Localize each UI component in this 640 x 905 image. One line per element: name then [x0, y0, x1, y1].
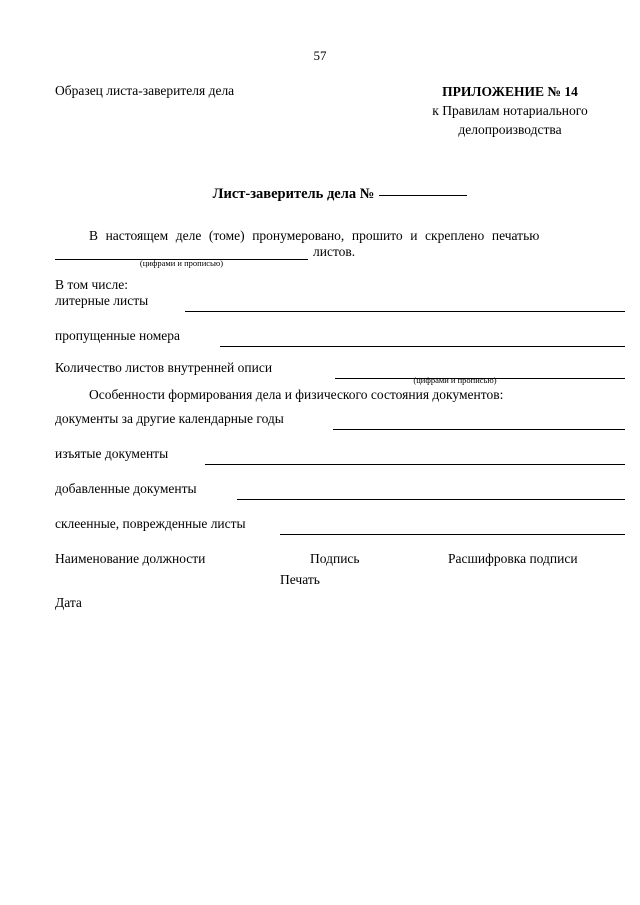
- field-skipped-numbers-label: пропущенные номера: [55, 328, 180, 343]
- field-internal-inventory-label: Количество листов внутренней описи: [55, 360, 273, 375]
- field-glued-damaged-sheets-label: склеенные, поврежденные листы: [55, 516, 246, 531]
- document-subject: Образец листа-заверителя дела: [55, 83, 235, 98]
- field-added-documents-label: добавленные документы: [55, 481, 197, 496]
- field-skipped-numbers-blank[interactable]: [220, 346, 625, 347]
- appendix-line-recordkeeping: делопроизводства: [458, 122, 562, 137]
- signature-block: [55, 551, 625, 611]
- sheets-word: листов.: [313, 244, 356, 259]
- field-other-years-label: документы за другие календарные годы: [55, 411, 284, 426]
- field-withdrawn-documents-label: изъятые документы: [55, 446, 169, 461]
- field-letter-sheets: [55, 293, 625, 313]
- signature-transcript-label: Расшифровка подписи: [448, 551, 578, 566]
- form-title-text: Лист-заверитель дела №: [212, 186, 375, 202]
- case-number-blank[interactable]: [379, 195, 467, 196]
- internal-inventory-caption: (цифрами и прописью): [413, 375, 497, 385]
- sheets-count-caption: (цифрами и прописью): [139, 258, 224, 268]
- field-letter-sheets-label: литерные листы: [55, 293, 149, 308]
- field-other-years-blank[interactable]: [333, 429, 625, 430]
- form-title: [55, 186, 625, 203]
- appendix-title: ПРИЛОЖЕНИЕ № 14: [442, 84, 578, 99]
- field-glued-damaged-sheets-blank[interactable]: [280, 534, 625, 535]
- field-added-documents-blank[interactable]: [237, 499, 625, 500]
- intro-paragraph: В настоящем деле (томе) пронумеровано, прошито и скреплено печатью: [89, 228, 540, 243]
- appendix-line-rules: к Правилам нотариального: [432, 103, 588, 118]
- field-letter-sheets-blank[interactable]: [185, 311, 625, 312]
- page-number: 57: [313, 48, 327, 63]
- appendix-reference-block: [396, 82, 624, 139]
- signature-label: Подпись: [310, 551, 360, 566]
- field-added-documents: [55, 481, 625, 501]
- stamp-label: Печать: [280, 572, 320, 587]
- field-withdrawn-documents-blank[interactable]: [205, 464, 625, 465]
- including-label: В том числе:: [55, 277, 128, 292]
- signature-position-label: Наименование должности: [55, 551, 206, 566]
- field-skipped-numbers: [55, 328, 625, 348]
- date-label: Дата: [55, 595, 82, 610]
- field-glued-damaged-sheets: [55, 516, 625, 536]
- features-heading: Особенности формирования дела и физического состояния документов:: [89, 387, 504, 402]
- field-other-years: [55, 411, 625, 431]
- field-withdrawn-documents: [55, 446, 625, 466]
